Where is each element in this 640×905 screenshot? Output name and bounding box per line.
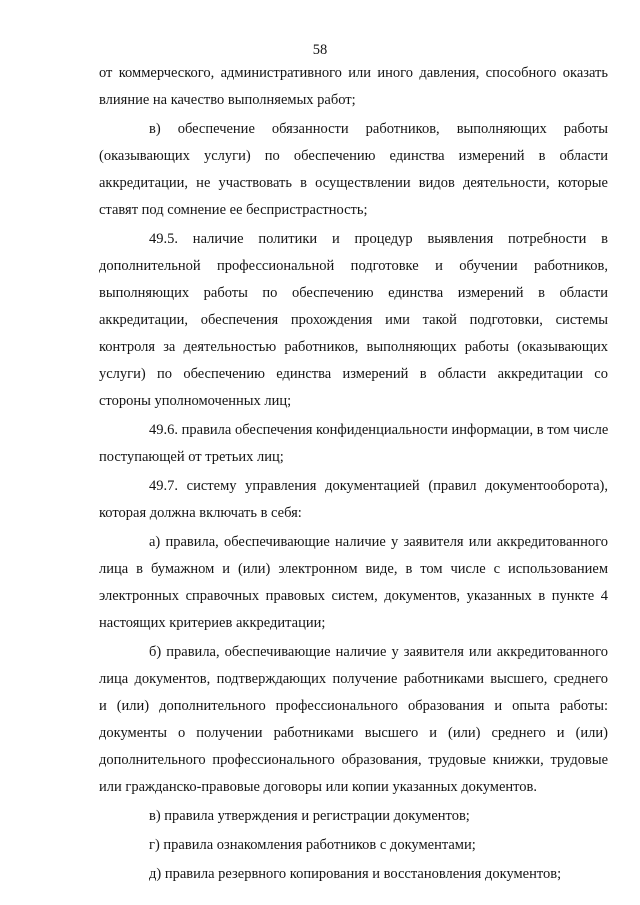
text-line: или гражданско-правовые договоры или копии указанных документов. — [99, 779, 538, 795]
text-line: б) правила, обеспечивающие наличие у заявителя или аккредитованного — [149, 644, 608, 660]
text-line: влияние на качество выполняемых работ; — [99, 92, 356, 108]
text-line: дополнительного профессионального образования, трудовые книжки, трудовые — [99, 752, 608, 768]
page-number: 58 — [312, 42, 328, 58]
document-body — [99, 60, 608, 888]
text-line: поступающей от третьих лиц; — [99, 449, 284, 465]
text-line: аккредитации, не участвовать в осуществлении видов деятельности, которые — [99, 175, 608, 191]
text-line: г) правила ознакомления работников с документами; — [149, 837, 476, 853]
text-line: настоящих критериев аккредитации; — [99, 615, 326, 631]
text-line: в) правила утверждения и регистрации документов; — [149, 808, 470, 824]
text-line: от коммерческого, административного или иного давления, способного оказать — [99, 65, 608, 81]
text-line: контроля за деятельностью работников, выполняющих работы (оказывающих — [99, 339, 608, 355]
text-line: д) правила резервного копирования и восстановления документов; — [149, 866, 562, 882]
text-line: лица документов, подтверждающих получение работниками высшего, среднего — [99, 671, 608, 687]
text-line: электронных справочных правовых систем, документов, указанных в пункте 4 — [99, 588, 608, 604]
text-line: (оказывающих услуги) по обеспечению единства измерений в области — [99, 148, 608, 164]
text-line: выполняющих работы по обеспечению единства измерений в области — [99, 285, 608, 301]
text-line: 49.5. наличие политики и процедур выявления потребности в — [149, 231, 608, 247]
text-line: дополнительной профессиональной подготовке и обучении работников, — [99, 258, 608, 274]
text-line: лица в бумажном и (или) электронном виде, в том числе с использованием — [99, 561, 608, 577]
text-line: а) правила, обеспечивающие наличие у заявителя или аккредитованного — [149, 534, 608, 550]
text-line: в) обеспечение обязанности работников, выполняющих работы — [149, 121, 608, 137]
text-line: услуги) по обеспечению единства измерений в области аккредитации со — [99, 366, 608, 382]
text-line: аккредитации, обеспечения прохождения ими такой подготовки, системы — [99, 312, 608, 328]
text-line: стороны уполномоченных лиц; — [99, 393, 292, 409]
text-line: документы о получении работниками высшего и (или) среднего и (или) — [99, 725, 608, 741]
text-line: 49.7. систему управления документацией (правил документооборота), — [149, 478, 608, 494]
text-line: и (или) дополнительного профессионального образования и опыта работы: — [99, 698, 608, 714]
text-line: которая должна включать в себя: — [99, 505, 302, 521]
text-line: 49.6. правила обеспечения конфиденциальности информации, в том числе — [149, 422, 608, 438]
text-line: ставят под сомнение ее беспристрастность; — [99, 202, 368, 218]
